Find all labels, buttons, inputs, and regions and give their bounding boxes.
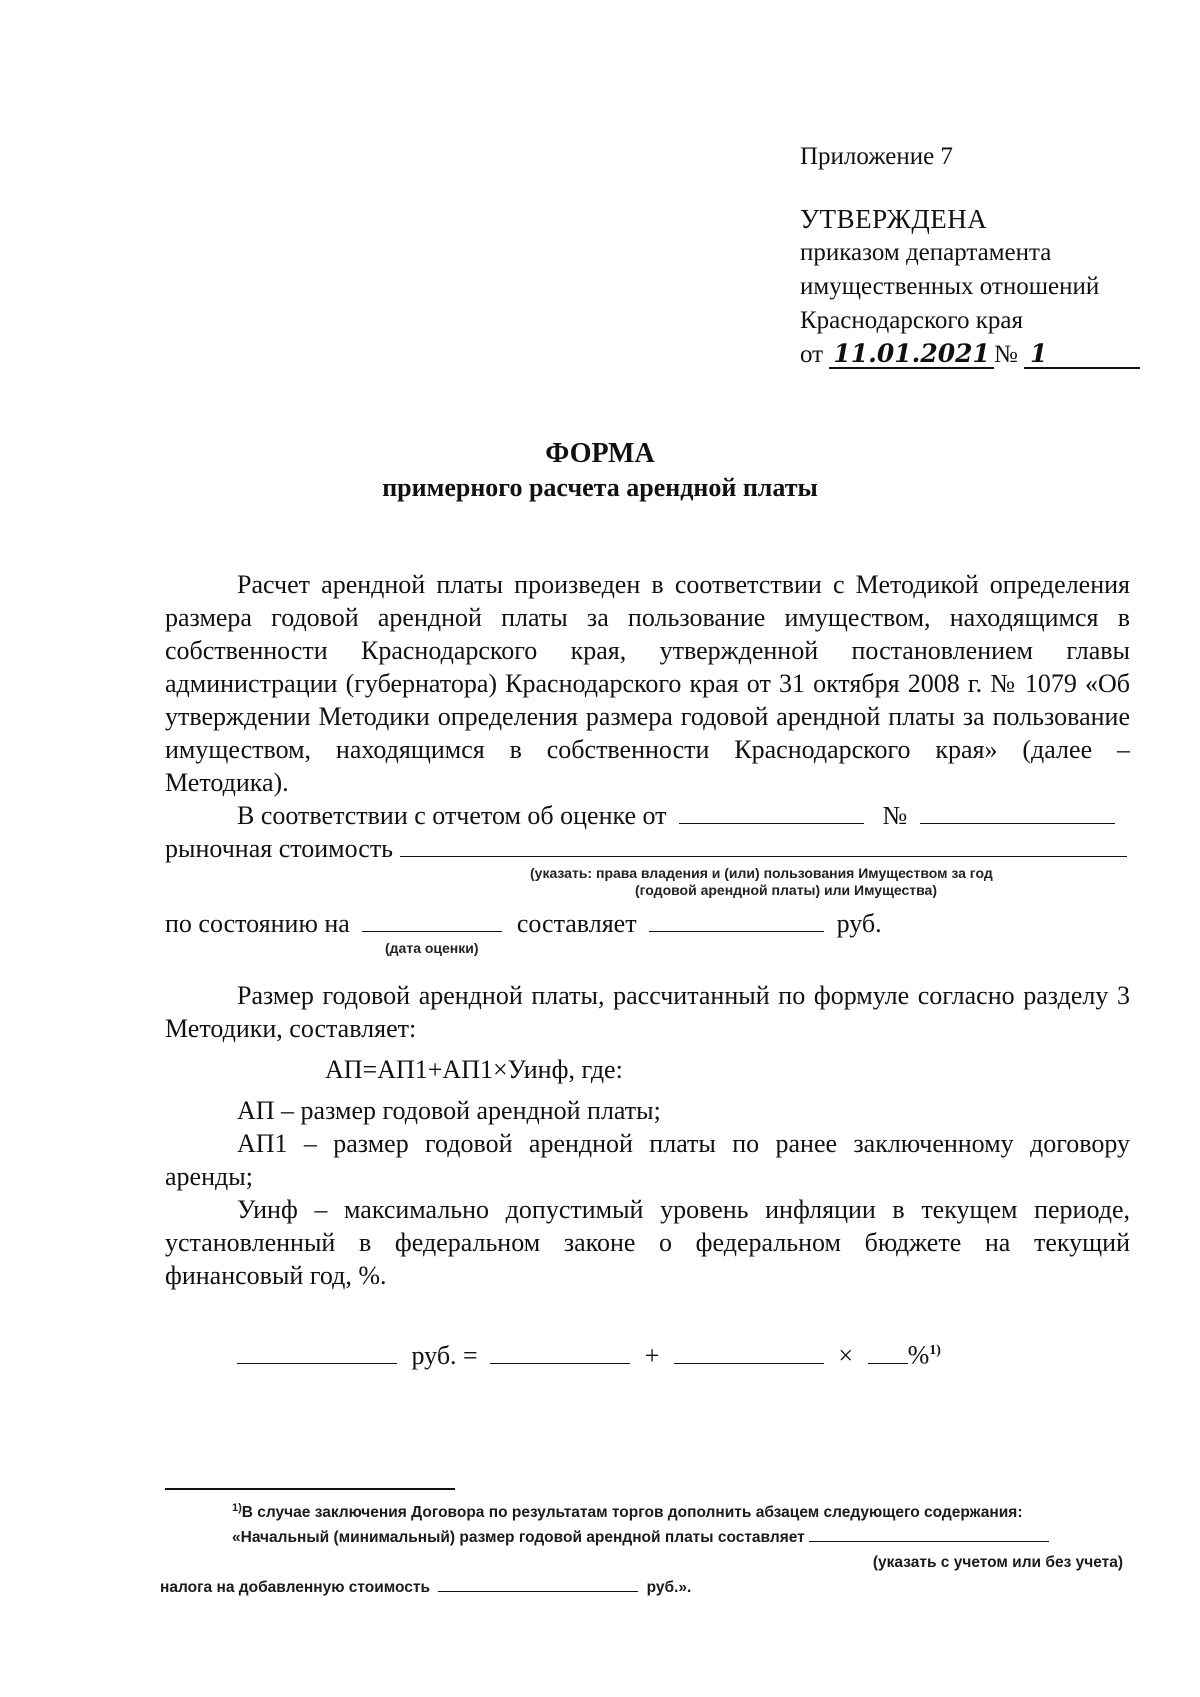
calculation-line [237, 1334, 1130, 1372]
footnote [160, 1496, 1125, 1600]
market-value-label: рыночная стоимость [165, 834, 394, 863]
approved-heading: УТВЕРЖДЕНА [800, 204, 988, 234]
approval-date-line [800, 338, 1160, 372]
market-value-blank[interactable] [400, 834, 1127, 857]
approval-line-2: имущественных отношений [800, 273, 1100, 300]
footnote-divider [165, 1488, 455, 1490]
amounts-to-label: составляет [516, 909, 637, 938]
calc-times: × [838, 1340, 854, 1370]
title-line-2: примерного расчета арендной платы [382, 473, 818, 502]
definition-ap1: АП1 – размер годовой арендной платы по ранее заключенному договору аренды; [165, 1129, 1130, 1191]
as-of-line [165, 907, 1130, 940]
paragraph-methodology: Расчет арендной платы произведен в соответствии с Методикой определения размера годовой арендной платы за пользование имуществом, находящимся в собственности Краснодарского края, утвержденной постановлением главы администрации (губернатора) Краснодарского края от 31 октября 2008 г. № 1079 «Об утверждении Методики определения размера годовой арендной платы за пользование имуществом, находящимся в собственности Краснодарского края» (далее – Методика). [165, 570, 1130, 797]
appendix-label: Приложение 7 [800, 143, 953, 170]
market-value-hint-2: (годовой арендной платы) или Имущества) [635, 882, 937, 898]
calc-inflation-blank[interactable] [868, 1341, 908, 1364]
footnote-line-3: (указать с учетом или без учета) [872, 1554, 1123, 1572]
as-of-label: по состоянию на [165, 909, 350, 938]
report-number-blank[interactable] [920, 801, 1115, 824]
footnote-mark: 1) [232, 1502, 242, 1514]
market-value-hint-1: (указать: права владения и (или) пользования Имуществом за год [530, 865, 993, 881]
formula: АП=АП1+АП1×Уинф, где: [325, 1055, 623, 1084]
calc-result-blank[interactable] [237, 1341, 397, 1364]
from-prefix: от [800, 341, 824, 368]
footnote-vat-blank[interactable] [438, 1576, 638, 1592]
valuation-date-blank[interactable] [362, 909, 502, 932]
footnote-initial-rent-blank[interactable] [809, 1526, 1049, 1542]
footnote-line-4: налога на добавленную стоимость руб.». [160, 1575, 1125, 1600]
calc-percent: % [907, 1340, 930, 1370]
handwritten-number: 1 [1024, 341, 1140, 369]
report-number-sign: № [882, 801, 908, 830]
definition-ap: АП – размер годовой арендной платы; [237, 1096, 661, 1125]
footnote-line-1: $^{1)}$В случае заключения Договора по результатам торгов дополнить абзацем следующего содержания: [232, 1502, 1023, 1522]
report-date-blank[interactable] [679, 801, 864, 824]
report-line [237, 799, 1130, 832]
market-value-line [165, 832, 1130, 865]
document-body [165, 568, 1130, 1372]
calc-ap1-second-blank[interactable] [674, 1341, 824, 1364]
calc-plus: + [644, 1340, 660, 1370]
calc-footnote-mark: 1) [929, 1343, 941, 1358]
number-sign: № [993, 341, 1018, 368]
valuation-date-hint: (дата оценки) [385, 940, 479, 956]
amount-blank[interactable] [649, 909, 824, 932]
report-prefix: В соответствии с отчетом об оценке от [237, 801, 667, 830]
approval-line-3: Краснодарского края [800, 307, 1023, 334]
title-line-1: ФОРМА [545, 438, 655, 469]
rub-label: руб. [836, 909, 882, 938]
approval-block [800, 140, 1160, 372]
form-title [0, 437, 1200, 505]
approval-line-1: приказом департамента [800, 239, 1052, 266]
handwritten-date: 11.01.2021 [829, 341, 994, 369]
calc-ap1-blank[interactable] [490, 1341, 630, 1364]
paragraph-annual-rent: Размер годовой арендной платы, рассчитанный по формуле согласно разделу 3 Методики, составляет: [165, 981, 1130, 1043]
footnote-line-2: «Начальный (минимальный) размер годовой арендной платы составляет [232, 1525, 1125, 1550]
definition-uinf: Уинф – максимально допустимый уровень инфляции в текущем периоде, установленный в федеральном законе о федеральном бюджете на текущий финансовый год, %. [165, 1195, 1130, 1290]
calc-rub-equals: руб. = [411, 1340, 478, 1370]
